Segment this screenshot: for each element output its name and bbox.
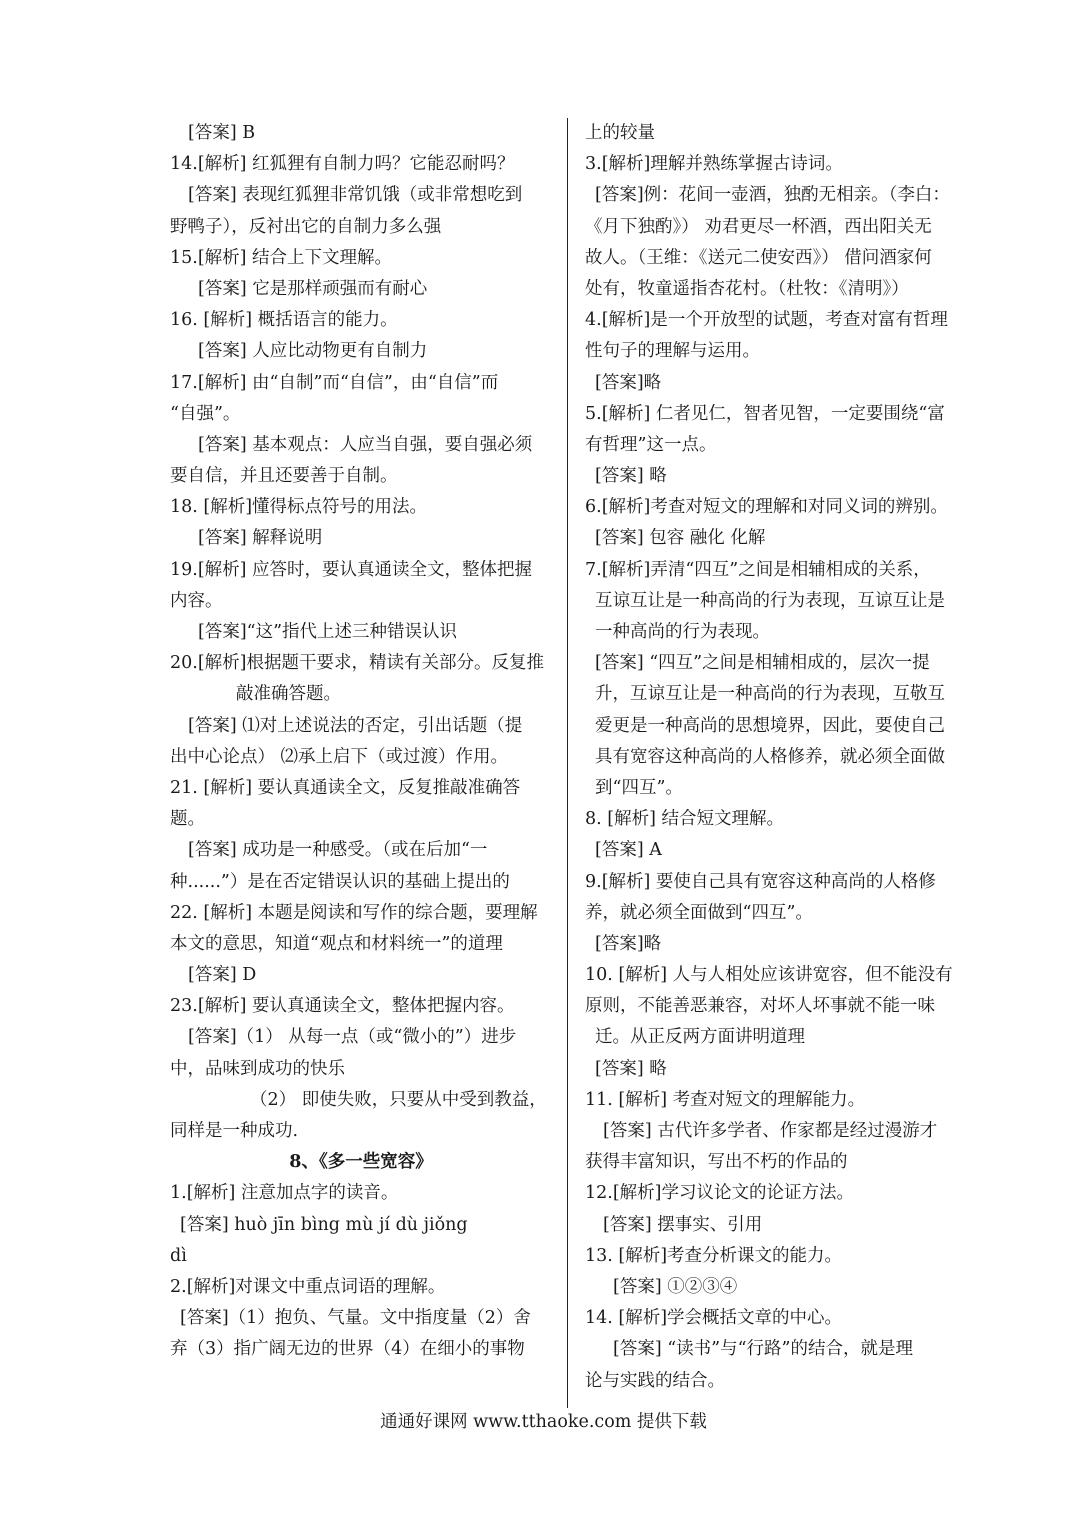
left-column-line: [答案] 解释说明: [198, 528, 323, 549]
left-column-line: 20.[解析]根据题干要求，精读有关部分。反复推: [170, 653, 544, 674]
left-column-line: 题。: [170, 809, 205, 830]
left-column-line: [答案] 它是那样顽强而有耐心: [198, 278, 428, 299]
right-column-line: 12.[解析]学习议论文的论证方法。: [585, 1183, 854, 1204]
right-column-line: 迁。从正反两方面讲明道理: [595, 1027, 805, 1048]
right-column-line: 具有宽容这种高尚的人格修养，就必须全面做: [595, 746, 945, 767]
left-column-line: 中，品味到成功的快乐: [170, 1058, 345, 1079]
left-column-line: 23.[解析] 要认真通读全文，整体把握内容。: [170, 996, 515, 1017]
right-column-line: 4.[解析]是一个开放型的试题，考查对富有哲理: [585, 310, 948, 331]
left-column-line: 19.[解析] 应答时，要认真通读全文，整体把握: [170, 559, 533, 580]
footer-credit: 通通好课网 www.tthaoke.com 提供下载: [380, 1412, 707, 1432]
section-title: 8、《多一些宽容》: [289, 1152, 433, 1173]
right-column-line: 3.[解析]理解并熟练掌握古诗词。: [585, 154, 843, 175]
right-column-line: [答案] 古代许多学者、作家都是经过漫游才: [603, 1121, 938, 1141]
right-column-line: [答案] 略: [595, 1058, 667, 1079]
right-column-line: [答案] 略: [595, 466, 667, 487]
left-column-line: 弃（3）指广阔无边的世界（4）在细小的事物: [170, 1339, 525, 1360]
right-column-line: [答案] 包容 融化 化解: [595, 528, 766, 549]
right-column-line: 有哲理”这一点。: [585, 434, 717, 455]
right-column-line: 上的较量: [585, 123, 655, 143]
left-column-line: 17.[解析] 由“自制”而“自信”，由“自信”而: [170, 372, 499, 393]
left-column-line: 16. [解析] 概括语言的能力。: [170, 310, 398, 331]
right-column-line: [答案]例：花间一壶酒，独酌无相亲。（李白：: [595, 185, 950, 206]
left-column-line: [答案] huò jīn bìng mù jí dù jiǒng: [180, 1214, 468, 1235]
right-column-line: 5.[解析] 仁者见仁，智者见智，一定要围绕“富: [585, 403, 945, 424]
left-column-line: [答案] 成功是一种感受。（或在后加“一: [188, 840, 488, 861]
left-column-line: 21. [解析] 要认真通读全文，反复推敲准确答: [170, 777, 521, 798]
right-column-line: 到“四互”。: [595, 777, 683, 798]
right-column-line: 养，就必须全面做到“四互”。: [585, 902, 813, 923]
left-column-line: 15.[解析] 结合上下文理解。: [170, 247, 393, 268]
right-column-line: 8. [解析] 结合短文理解。: [585, 809, 784, 830]
right-column-line: [答案] A: [595, 840, 662, 861]
left-column-line: 本文的意思，知道“观点和材料统一”的道理: [170, 933, 503, 954]
left-column-line: [答案] 人应比动物更有自制力: [198, 341, 428, 362]
left-column-line: 敲准确答题。: [236, 684, 341, 705]
left-column-line: [答案]（1）抱负、气量。文中指度量（2）舍: [180, 1308, 531, 1329]
right-column-line: 爱更是一种高尚的思想境界，因此，要使自己: [595, 715, 945, 736]
left-column-line: 同样是一种成功.: [170, 1121, 299, 1141]
left-column-line: 野鸭子），反衬出它的自制力多么强: [170, 216, 442, 237]
right-column-line: [答案] “四互”之间是相辅相成的，层次一提: [595, 653, 930, 674]
left-column-line: [答案] D: [188, 965, 257, 986]
right-column-line: [答案] 摆事实、引用: [603, 1214, 763, 1235]
right-column-line: [答案] “读书”与“行路”的结合，就是理: [613, 1339, 914, 1360]
column-divider: [567, 118, 568, 1408]
left-column-line: 2.[解析]对课文中重点词语的理解。: [170, 1276, 446, 1297]
left-column-line: [答案] ⑴对上述说法的否定，引出话题（提: [188, 715, 523, 736]
right-column-line: [答案]略: [595, 372, 662, 393]
left-column-line: 内容。: [170, 590, 223, 611]
left-column-line: “自强”。: [170, 403, 241, 424]
left-column-line: 要自信，并且还要善于自制。: [170, 466, 398, 487]
right-column-line: 获得丰富知识，写出不朽的作品的: [585, 1152, 848, 1173]
left-column-line: 种......”）是在否定错误认识的基础上提出的: [170, 871, 510, 892]
left-column-line: [答案] 基本观点：人应当自强，要自强必须: [198, 434, 533, 455]
left-column-line: [答案] 表现红狐狸非常饥饿（或非常想吃到: [188, 185, 523, 206]
right-column-line: 互谅互让是一种高尚的行为表现，互谅互让是: [595, 590, 945, 611]
left-column-line: 22. [解析] 本题是阅读和写作的综合题，要理解: [170, 902, 538, 923]
right-column-line: 《月下独酌》） 劝君更尽一杯酒，西出阳关无: [585, 216, 932, 237]
left-column-line: dì: [170, 1245, 187, 1266]
right-column-line: 10. [解析] 人与人相处应该讲宽容，但不能没有: [585, 965, 953, 986]
right-column-line: 13. [解析]考查分析课文的能力。: [585, 1245, 843, 1266]
right-column-line: 论与实践的结合。: [585, 1370, 725, 1391]
right-column-line: 9.[解析] 要使自己具有宽容这种高尚的人格修: [585, 871, 936, 892]
right-column-line: 一种高尚的行为表现。: [595, 622, 770, 642]
right-column-line: 故人。（王维：《送元二使安西》） 借问酒家何: [585, 247, 932, 268]
right-column-line: [答案] ①②③④: [613, 1276, 738, 1297]
right-column-line: 原则，不能善恶兼容，对坏人坏事就不能一味: [585, 996, 935, 1017]
right-column-line: 处有，牧童遥指杏花村。（杜牧：《清明》）: [585, 278, 909, 299]
left-column-line: （2） 即使失败，只要从中受到教益，: [250, 1089, 547, 1110]
left-column-line: 出中心论点） ⑵承上启下（或过渡）作用。: [170, 746, 509, 767]
right-column-line: 升，互谅互让是一种高尚的行为表现，互敬互: [595, 684, 945, 705]
left-column: [170, 118, 552, 1366]
right-column-line: 性句子的理解与运用。: [585, 341, 760, 362]
right-column: [585, 118, 975, 1397]
left-column-line: 14.[解析] 红狐狸有自制力吗？它能忍耐吗？: [170, 154, 515, 175]
left-column-line: 1.[解析] 注意加点字的读音。: [170, 1183, 399, 1204]
right-column-line: 6.[解析]考查对短文的理解和对同义词的辨别。: [585, 497, 948, 518]
right-column-line: 14. [解析]学会概括文章的中心。: [585, 1308, 843, 1329]
right-column-line: 7.[解析]弄清“四互”之间是相辅相成的关系，: [585, 559, 931, 580]
left-column-line: [答案]（1） 从每一点（或“微小的”）进步: [188, 1027, 517, 1048]
left-column-line: [答案]“这”指代上述三种错误认识: [198, 622, 458, 642]
left-column-line: 18. [解析]懂得标点符号的用法。: [170, 497, 428, 518]
right-column-line: 11. [解析] 考查对短文的理解能力。: [585, 1089, 866, 1110]
right-column-line: [答案]略: [595, 933, 662, 954]
left-column-line: [答案] B: [188, 123, 256, 143]
